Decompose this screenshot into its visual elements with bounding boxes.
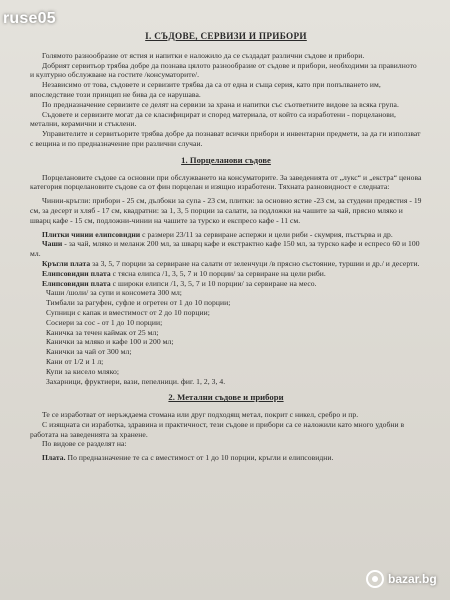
paragraph: Порцелановите съдове са основни при обслужването на консуматорите. За заведенията от „лукс“ и „екстра“ ценова категория порцелановите съдове са от фин порцелан и изящно изработени. Тяхната разновидност е следната: — [30, 172, 422, 192]
paragraph: Чинии-кръгли: прибори - 25 см, дълбоки за супа - 23 см, плитки: за основно ястие -23 см, за студени предястия - 19 см, за десерт и хляб - 17 см, квадратни: за 1, 3, 5 порции за салати, за подложки на чашите за чай, прясно мляко и шварц кафе - 15 см, подложни-чинии на чашите за турско и експресо кафе - 11 см. — [30, 196, 422, 225]
list-item: Кани от 1/2 и 1 л; — [46, 356, 104, 366]
list-item: Купи за кисело мляко; — [46, 366, 120, 376]
paragraph — [30, 279, 422, 289]
list-item: Канички за чай от 300 мл; — [46, 347, 132, 357]
list-item: Супници с капак и вместимост от 2 до 10 порции; — [46, 307, 210, 317]
paragraph — [30, 239, 422, 259]
paragraph: По предназначение сервизите се делят на сервизи за храна и напитки със съответните видове за всяка група. — [42, 99, 399, 109]
section-title-porcelain: 1. Порцеланови съдове — [181, 154, 271, 165]
list-item: Тимбали за рагуфен, суфле и огретен от 1 до 10 порции; — [46, 298, 231, 308]
bazar-logo — [366, 570, 444, 590]
paragraph — [30, 230, 422, 240]
term-description: По предназначение те са с вместимост от 1 до 10 порции, кръгли и елипсовидни. — [65, 453, 334, 463]
term: Плитки чинии елипсовидни — [42, 229, 141, 239]
list-item: Чаши /шоли/ за супи и консомета 300 мл; — [46, 288, 182, 298]
document-body — [30, 32, 422, 592]
paragraph: Добрият сервитьор трябва добре да познава цялото разнообразие от съдове и прибори, необходими за правилното и културно обслужване на гостите /консуматорите/. — [30, 60, 417, 80]
paragraph — [30, 259, 422, 269]
list-item: Каничка за течен каймак от 25 мл; — [46, 327, 159, 337]
paragraph: Независимо от това, съдовете и сервизите трябва да са от една и съща серия, като при попълването им, впоследствие този принцип не бива да се нарушава. — [30, 80, 381, 99]
paragraph: По видове се разделят на: — [42, 439, 127, 449]
term: Елипсовидни плата — [42, 268, 111, 278]
term-description: - за чай, мляко и меланж 200 мл, за шварц кафе и екстрактно кафе 150 мл, за турско кафе и еспресо 60 и 100 мл. — [30, 239, 420, 259]
paragraph: Съдовете и сервизите могат да се класифицират и според материала, от който са изработени - порцеланови, метални, керамични и стъклени. — [30, 109, 396, 129]
paragraph: Те се изработват от неръждаема стомана или друг подходящ метал, покрит с никел, сребро и пр. — [42, 410, 359, 420]
paragraph: Голямото разнообразие от ястия и напитки е наложило да се създадат различни съдове и прибори. — [42, 50, 365, 60]
term: Кръгли плата — [42, 258, 91, 268]
paragraph — [30, 269, 422, 279]
paragraph: С изящната си изработка, здравина и практичност, тези съдове и прибори са се наложили като много удобни в работата на заведенията за хранене. — [30, 419, 405, 439]
watermark-text: ruse05 — [3, 10, 56, 27]
bazar-logo-text: bazar.bg — [388, 572, 437, 586]
paragraph — [30, 453, 422, 463]
paragraph: Управителите и сервитьорите трябва добре да познават всички прибори и инвентарни предмети, за да ги използват с вещина и по предназначение при различни случаи. — [30, 129, 421, 148]
term: Плата. — [42, 453, 66, 463]
term: Чаши — [42, 239, 63, 249]
bazar-logo-icon — [366, 570, 384, 588]
ruse05-watermark — [3, 10, 56, 28]
list-item: Захарници, фруктиери, вази, пепелници. фиг. 1, 2, 3, 4. — [46, 376, 226, 386]
section-title-metal: 2. Метални съдове и прибори — [168, 392, 284, 403]
section-title-main: I. СЪДОВЕ, СЕРВИЗИ И ПРИБОРИ — [145, 31, 307, 41]
list-item: Сосиери за сос - от 1 до 10 порции; — [46, 317, 163, 327]
term: Елипсовидни плата — [42, 278, 111, 288]
list-item: Канички за мляко и кафе 100 и 200 мл; — [46, 337, 174, 347]
term-description: с размери 23/11 за сервиране аспержи и цели риби - скумрия, пъстърва и др. — [140, 229, 393, 239]
term-description: с широки елипси /1, 3, 5, 7 и 10 порции/ за сервиране на месо. — [110, 278, 317, 288]
term-description: с тясна елипса /1, 3, 5, 7 и 10 порции/ за сервиране на цели риби. — [110, 268, 326, 278]
term-description: за 3, 5, 7 порции за сервиране на салати от зеленчуци /в прясно състояние, туршии и др./ и десерти. — [90, 258, 420, 268]
